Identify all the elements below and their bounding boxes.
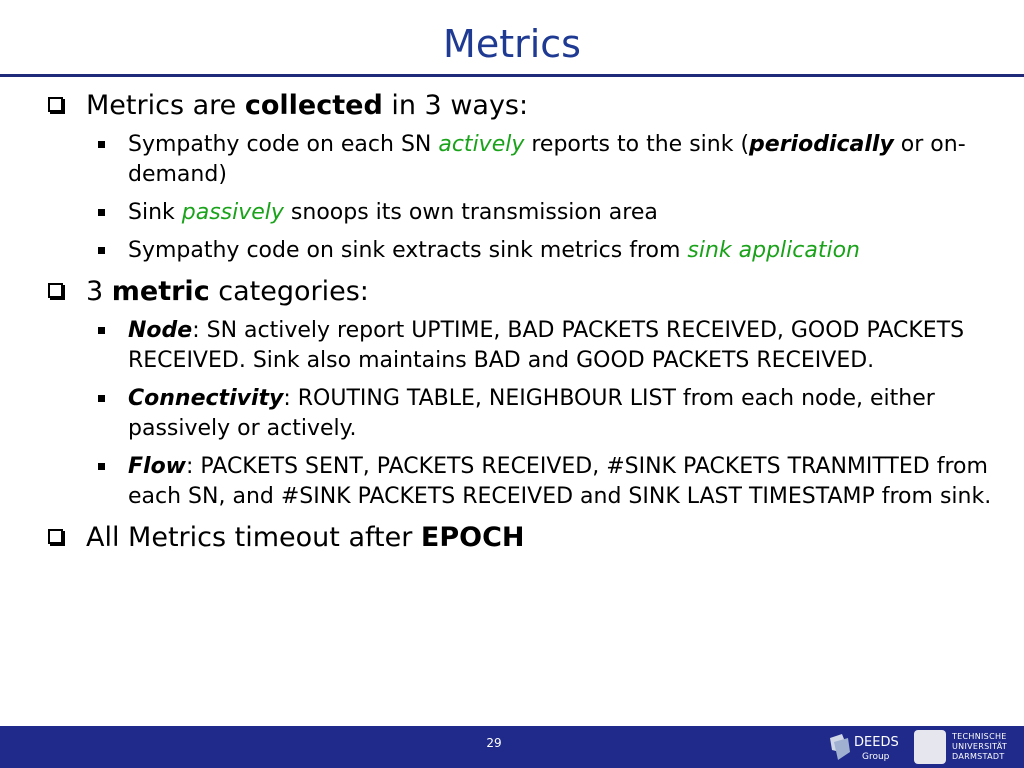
sub-bullet-node xyxy=(46,316,998,376)
emphasis: metric xyxy=(111,276,210,307)
emphasis: Flow xyxy=(128,454,187,479)
emphasis: periodically xyxy=(749,132,894,157)
text: Sympathy code on each SN xyxy=(128,132,439,157)
emphasis-green: sink application xyxy=(687,238,860,263)
square-bullet-icon xyxy=(98,395,105,402)
sub-bullet-sink-application xyxy=(46,236,998,266)
tu-logo-text xyxy=(952,732,1007,762)
deeds-group-logo xyxy=(826,730,906,764)
sub-bullet-passively xyxy=(46,198,998,228)
tu-logo-line2: UNIVERSITÄT xyxy=(952,742,1008,751)
footer-bar xyxy=(0,726,1024,768)
sub-bullet-connectivity xyxy=(46,384,998,444)
text: Metrics are xyxy=(86,90,245,121)
bullet-collection-ways xyxy=(46,88,1006,124)
checkbox-bullet-icon xyxy=(48,529,63,544)
text: 3 xyxy=(86,276,112,307)
emphasis: EPOCH xyxy=(420,522,525,553)
square-bullet-icon xyxy=(98,141,105,148)
text: reports to the sink ( xyxy=(524,132,750,157)
emphasis: Connectivity xyxy=(128,386,284,411)
text: in 3 ways: xyxy=(382,90,529,121)
university-seal-icon xyxy=(914,730,946,764)
text: Sympathy code on sink extracts sink metrics from xyxy=(128,238,688,263)
slide-title: Metrics xyxy=(443,22,581,66)
deeds-logo-line1: DEEDS xyxy=(854,735,899,750)
tu-darmstadt-logo xyxy=(912,728,1024,766)
tu-logo-line1: TECHNISCHE xyxy=(952,732,1007,741)
sub-bullet-actively xyxy=(46,130,998,190)
sub-bullet-flow xyxy=(46,452,998,512)
square-bullet-icon xyxy=(98,327,105,334)
text: Sink xyxy=(128,200,182,225)
title-divider xyxy=(0,74,1024,77)
bullet-metric-categories xyxy=(46,274,1006,310)
emphasis: Node xyxy=(128,318,193,343)
checkbox-bullet-icon xyxy=(48,97,63,112)
text: : ROUTING TABLE, NEIGHBOUR LIST from each node, either passively or actively. xyxy=(128,386,935,441)
checkbox-bullet-icon xyxy=(48,283,63,298)
page-number: 29 xyxy=(486,736,502,750)
text: : PACKETS SENT, PACKETS RECEIVED, #SINK PACKETS TRANMITTED from each SN, and #SINK PACKETS RECEIVED and SINK LAST TIMESTAMP from sink. xyxy=(128,454,992,509)
bullet-epoch-timeout xyxy=(46,520,1006,556)
square-bullet-icon xyxy=(98,209,105,216)
emphasis-green: actively xyxy=(438,132,525,157)
square-bullet-icon xyxy=(98,463,105,470)
square-bullet-icon xyxy=(98,247,105,254)
deeds-logo-line2: Group xyxy=(862,752,890,762)
emphasis: collected xyxy=(244,90,383,121)
tu-logo-line3: DARMSTADT xyxy=(952,752,1005,761)
text: categories: xyxy=(209,276,369,307)
text: or on-demand) xyxy=(128,132,966,187)
text: : SN actively report UPTIME, BAD PACKETS RECEIVED, GOOD PACKETS RECEIVED. Sink also maintains BAD and GOOD PACKETS RECEIVED. xyxy=(128,318,965,373)
text: snoops its own transmission area xyxy=(283,200,658,225)
emphasis-green: passively xyxy=(181,200,284,225)
text: All Metrics timeout after xyxy=(86,522,421,553)
slide-content xyxy=(46,88,1006,562)
